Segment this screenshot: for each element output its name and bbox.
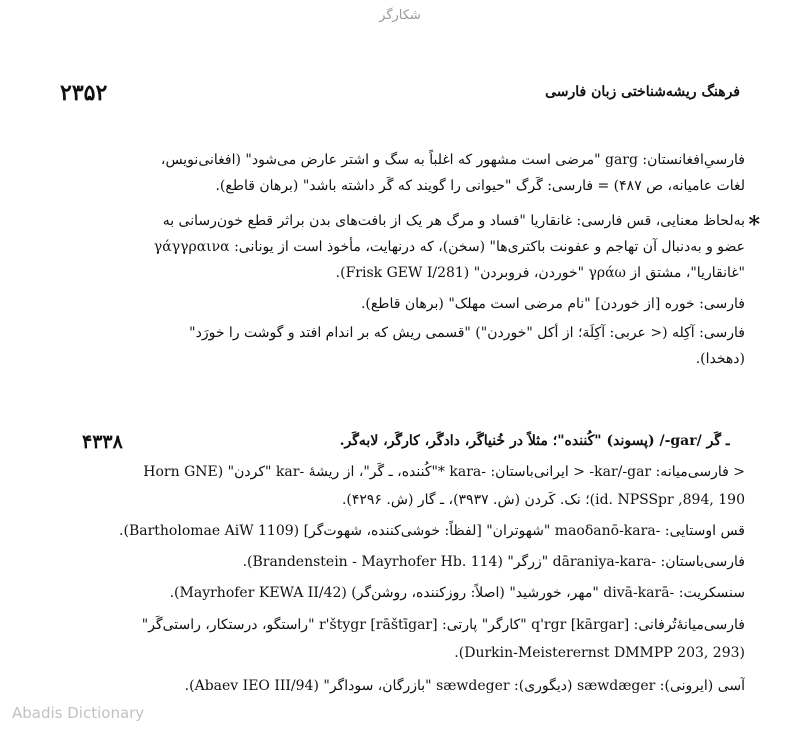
text-line-8: (دهخدا). — [695, 351, 745, 367]
book-title: فرهنگ ریشه‌شناختی زبان فارسی — [545, 84, 740, 100]
text-line-6: فارسی: خوره [از خوردن] "نام مرضی است مهلک" (برهان قاطع). — [360, 296, 745, 312]
text-line-11: 190 ,894, id. NPSSpr)؛ نک. کَردن (ش. ۳۹۳۷)، ـ گار (ش. ۴۲۹۶). — [341, 492, 745, 508]
text-line-5: "غانقاریا"، مشتق از γράω "خوردن، فروبردن" (Frisk GEW I/281). — [335, 265, 745, 281]
asterisk-icon: * — [748, 212, 760, 238]
text-line-4: عضو و به‌دنبال آن تهاجم و عفونت باکتری‌ها" (سخن)، که درنهایت، مأخوذ است از یونانی: γάγγραινα — [153, 239, 745, 255]
text-line-3: به‌لحاظ معنایی، قس فارسی: غانقاریا "فساد و مرگ هر یک از بافت‌های بدن براثر قطع خون‌رسانی به — [162, 213, 745, 229]
entry-number: ۴۳۳۸ — [82, 431, 123, 453]
text-line-1: فارسیِ‌افغانستان: garg "مرضی است مشهور که اغلباً به سگ و اشتر عارض می‌شود" (افغانی‌نویس، — [160, 152, 745, 168]
text-line-10: < فارسی‌میانه: kar/-gar- < ایرانی‌باستان: -kara *"کُننده، ـ گَر"، از ریشهٔ -kar "کردن" (Horn GNE — [143, 464, 745, 480]
watermark-text: Abadis Dictionary — [12, 704, 145, 722]
text-line-17: آسی (ایرونی): sæwdæger (دیگوری): sæwdeger "بازرگان، سوداگر" (Abaev IEO III/94). — [184, 678, 745, 694]
text-line-12: قس اوستایی: -maoδanō-kara "شهوتران" [لفظاً: خوشی‌کننده، شهوت‌گر] (Bartholomae AiW 1109). — [119, 523, 745, 539]
text-line-16: (Durkin-Meisterernst DMMPP 203, 293). — [454, 645, 745, 661]
running-head — [60, 80, 740, 112]
page-number: ۲۳۵۲ — [60, 80, 108, 106]
text-line-7: فارسی: آکِله (< عربی: آکِلَة؛ از أکل "خوردن") "قسمی ریش که بر اندام افتد و گوشت را خورَد" — [189, 325, 745, 341]
text-line-13: فارسی‌باستان: -dāraniya-kara "زرگر" (Brandenstein - Mayrhofer Hb. 114). — [242, 554, 745, 570]
text-line-2: لغات عامیانه، ص ۴۸۷) = فارسی: گَرگ "حیوانی را گویند که گَر داشته باشد" (برهان قاطع). — [215, 178, 745, 194]
entry-headword-line: ـ گَر /gar-/ (پسوند) "کُننده"؛ مثلاً در خُنیاگَر، دادگَر، کارگَر، لابه‌گَر. — [339, 433, 730, 449]
text-line-15: فارسی‌میانهٔ‌تُرفانی: q'rgr [kārgar] "کارگر" پارتی: r'štygr [rāštīgar] "راستگو، درستکار، راستی‌گَر" — [141, 617, 745, 633]
text-line-14: سنسکریت: -divā-karā "مهر، خورشید" (اصلاً: روزکننده، روشن‌گر) (Mayrhofer KEWA II/42). — [169, 585, 745, 601]
site-title: شکارگر — [379, 8, 421, 23]
